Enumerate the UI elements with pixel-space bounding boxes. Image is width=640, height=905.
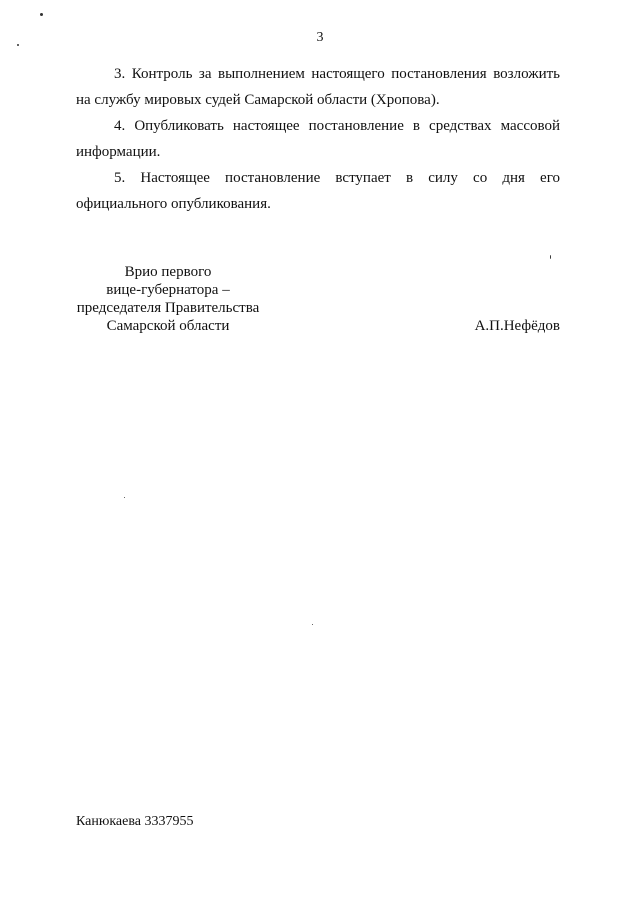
signature-block [76, 263, 560, 343]
signatory-name: А.П.Нефёдов [474, 318, 560, 334]
document-body [76, 61, 560, 217]
executor-contact: Канюкаева 3337955 [76, 814, 194, 829]
paragraph-publish: 4. Опубликовать настоящее постановление в средствах массовой информации. [76, 118, 560, 160]
scan-speck [40, 13, 43, 16]
position-line: Самарской области [106, 318, 230, 334]
position-line: вице-губернатора – [106, 282, 230, 298]
signatory-position [76, 263, 260, 335]
scan-speck [312, 624, 313, 625]
paragraph-effective: 5. Настоящее постановление вступает в силу со дня его официального опубликования. [76, 170, 560, 212]
position-line: Врио первого [124, 264, 212, 280]
position-line: председателя Правительства [76, 300, 260, 316]
scan-speck [124, 497, 125, 498]
paragraph-control: 3. Контроль за выполнением настоящего постановления возложить на службу мировых судей Самарской области (Хропова). [76, 66, 560, 108]
scan-speck [550, 255, 551, 259]
page-number: 3 [316, 30, 324, 45]
